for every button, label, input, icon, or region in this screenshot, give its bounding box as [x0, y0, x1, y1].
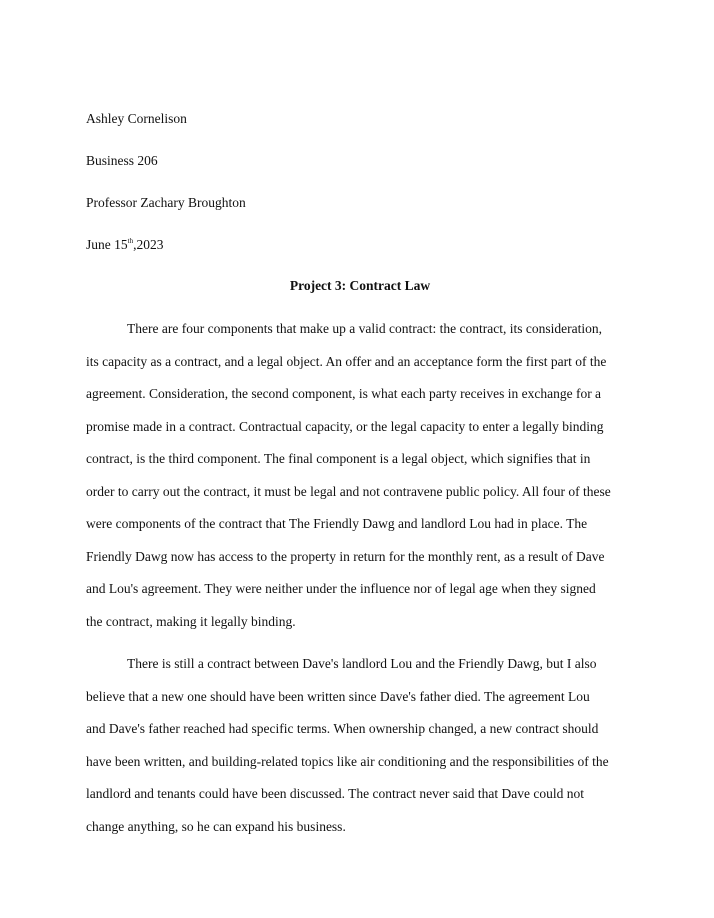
- paragraph-line: were components of the contract that The Friendly Dawg and landlord Lou had in place. The: [86, 516, 588, 531]
- paragraph-line: agreement. Consideration, the second component, is what each party receives in exchange for a: [86, 386, 602, 401]
- paragraph-line: Friendly Dawg now has access to the property in return for the monthly rent, as a result of Dave: [86, 548, 605, 564]
- paragraph-line: have been written, and building-related topics like air conditioning and the responsibilities of the: [86, 753, 609, 769]
- paragraph-line: promise made in a contract. Contractual capacity, or the legal capacity to enter a legally binding: [86, 418, 604, 434]
- paragraph-line: believe that a new one should have been written since Dave's father died. The agreement Lou: [86, 688, 590, 704]
- date-month-day: June 15: [86, 237, 128, 252]
- document-title: Project 3: Contract Law: [289, 278, 431, 293]
- paragraph-line: its capacity as a contract, and a legal object. An offer and an acceptance form the first part of the: [86, 353, 607, 369]
- paragraph-line: and Dave's father reached had specific terms. When ownership changed, a new contract should: [86, 721, 599, 736]
- course-name: Business 206: [86, 153, 158, 168]
- paragraph-line: landlord and tenants could have been discussed. The contract never said that Dave could not: [86, 786, 584, 801]
- paragraph-line: and Lou's agreement. They were neither under the influence nor of legal age when they signed: [86, 581, 596, 596]
- date-ordinal-suffix: th: [127, 237, 134, 245]
- author-name: Ashley Cornelison: [86, 111, 187, 126]
- paragraph-line: contract, is the third component. The final component is a legal object, which signifies that in: [86, 451, 591, 466]
- document-date: [86, 237, 163, 253]
- paragraph-line: There is still a contract between Dave's landlord Lou and the Friendly Dawg, but I also: [127, 656, 597, 671]
- date-year: ,2023: [133, 237, 164, 252]
- paragraph-line: order to carry out the contract, it must be legal and not contravene public policy. All four of these: [86, 483, 611, 499]
- paragraph-line: the contract, making it legally binding.: [86, 613, 296, 629]
- paragraph-line: There are four components that make up a valid contract: the contract, its consideration,: [127, 321, 602, 336]
- paragraph-line: change anything, so he can expand his business.: [86, 818, 346, 834]
- professor-name: Professor Zachary Broughton: [86, 195, 246, 210]
